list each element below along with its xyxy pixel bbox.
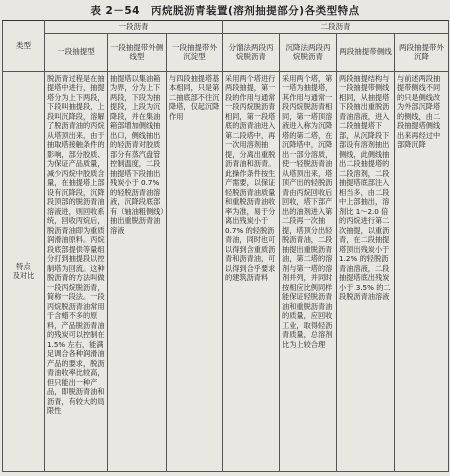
cell-3: 与四段抽提塔基本相同，只是第二抽底部不往沉降塔，仅起沉降作用 [167, 71, 223, 471]
cell-2: 抽提塔以集油箱为界，分为上下两段，下段为抽提段，上段为沉降段，并在集油箱部增加侧线抽出口，侧线抽出的轻沥青对胶质部分有蒸汽盘管控制温度，二段抽提塔下段抽出残炭小于 0.7% 的轻脱沥青油溶液，沉降段底部有（轴油粗侧线）抽出重脱沥青油溶液 [108, 71, 167, 471]
col-header-7: 两段抽提带外沉降 [395, 33, 449, 71]
col-header-2: 一段抽提带外侧线型 [108, 33, 167, 71]
col-header-5: 沉降法两段丙烷脱沥青 [280, 33, 337, 71]
cell-5: 采用两个塔，第一塔为抽提塔，其作用与通常一段丙烷脱沥青相同，第一塔顶溶液进入称为沉降塔的第二塔，在沉降塔中，沉降出一部分溶质，使一轻脱沥青油从塔顶出来，塔顶产出的轻脱沥青由丙烷回收后回收，塔下部产出的油剂进入第二段再一次抽提，塔顶分出轻脱沥青油，二段抽提出重脱沥青油，第二塔的溶剂与第一塔的溶剂并列，并同时按相应比例同样能保证轻脱沥青油和重脱沥青油的质量，应回收工业，取得轻沥青质量，总溶剂比为上较合理 [280, 71, 337, 471]
group-header-one-stage: 一段沥青 [45, 21, 223, 34]
cell-1: 脱沥青过程是在抽提塔中进行，抽提塔分为上下两段，下段叫抽提段，上段叫沉降段，溶解了脱沥青油的丙烷从塔顶出来，由于抽取塔接触条件的影响，部分胶质、为保证产品质量，减少丙烷中胶质含量，在抽提塔上部设有沉降段，沉降段顶部的脱沥青油溶液进，则回收系统，回收丙烷后，脱沥青油即为重质润滑油原料。丙烷段底部提供等量组分打到抽提段以控制塔为回流。这种脱沥青的方法叫做一段丙烷脱沥青，简称一段法。一段丙烷脱沥青油常用于含蜡不多的原料，产品脱沥青油的残炭可以控制在 1.5% 左右，能满足调合各种润滑油产品的要求，脱沥青油收率比较高，但只能出一种产品，即脱沥青油和沥青，有较大的局限性 [45, 71, 108, 471]
col-header-6: 两段抽提带侧线 [337, 33, 395, 71]
characteristics-table [2, 20, 449, 472]
cell-6: 两段抽提结构与一段抽提带侧线相同，从抽提塔下段抽出重脱沥青油溶液，进入二段抽提塔下部，从沉降段下部设有溶剂抽出侧线，此侧线抽出二段抽提塔的二段溶剂，二段抽提塔底部注入相当多，由二段中上部抽出，溶剂比 1～2.0 倍的丙烷进行第二次抽提，以重沥青，在二段抽提塔顶出残炭小于 1.2% 的轻脱沥青油溶液，二段抽提塔底出残炭小于 3.5% 的二段脱沥青油溶液 [337, 71, 395, 471]
row-label [3, 71, 45, 471]
cell-4: 采用两个塔进行两段抽提，第一段的作用与通常一段丙烷脱沥青相同，第一段塔底的沥青油进入第二段塔中，再一次用溶剂抽提，分离出重脱沥青油和沥青。此操作条件按生产需要，以保证轻脱沥青油质量和重脱沥青油收率为准，易于分离出残炭小于 0.7% 的轻脱沥青油，同时也可以得到含重质沥青和沥青油，可以得到合乎要求的建筑沥青料 [223, 71, 280, 471]
type-header: 类型 [3, 21, 45, 72]
table-row [3, 71, 449, 471]
col-header-3: 一段抽提带外沉淀型 [167, 33, 223, 71]
group-header-two-stage: 二段沥青 [223, 21, 449, 34]
header-row-columns [3, 33, 449, 71]
table-title: 表 2－54 丙烷脱沥青装置(溶剂抽提部分)各类型特点 [90, 5, 360, 17]
header-row-groups [3, 21, 449, 34]
col-header-4: 分馏法两段丙烷脱沥青 [223, 33, 280, 71]
row-label-line1: 特点 [16, 261, 31, 271]
col-header-1: 一段抽提型 [45, 33, 108, 71]
row-label-line2: 及对比 [12, 271, 35, 281]
cell-7: 与前述两段抽提带侧线不同的只是侧线改为外部沉降塔的侧线，由二段抽提塔侧线出来再经过中部降沉降 [395, 71, 449, 471]
